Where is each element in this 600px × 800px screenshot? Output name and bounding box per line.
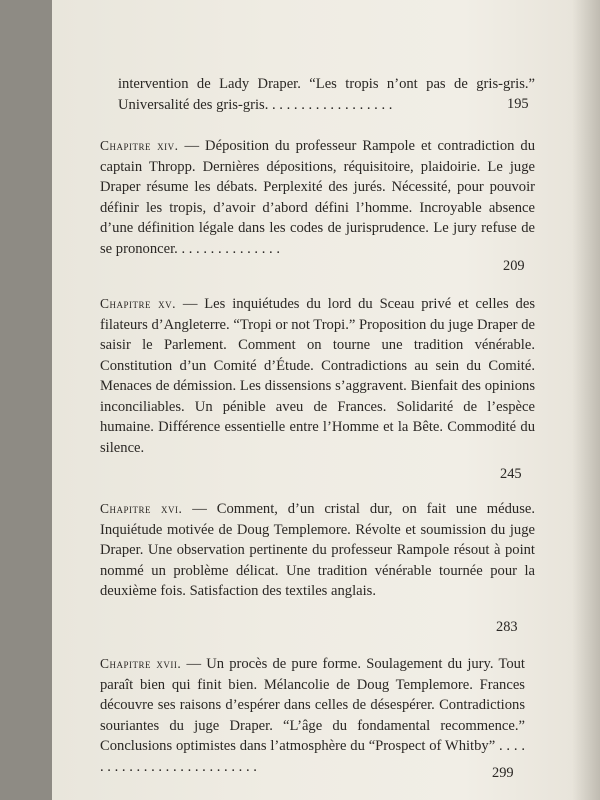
entry-text: — Un procès de pure forme. Soulagement du jury. Tout paraît bien qui finit bien. Mélancolie de Doug Templemore. Frances découvre ses raisons d’espérer dans celles de désespérer. Contradictions souriantes du juge Draper. “L’âge du fondamental recommence.” Conclusions optimistes dans l’atmosphère du “Prospect of Whitby” . . . . . . . . . . . . . . . . . . . . . . . . . . [100, 656, 525, 775]
book-page [52, 0, 600, 800]
page-number: 195 [507, 96, 529, 112]
page-number: 245 [500, 466, 522, 482]
page-number: 283 [496, 619, 518, 635]
page-fold-shadow [572, 0, 600, 800]
entry-text: — Les inquiétudes du lord du Sceau privé et celles des filateurs d’Angleterre. “Tropi or not Tropi.” Proposition du juge Draper de saisir le Parlement. Comment on tourne une tradition vénérable. Constitution d’un Comité d’Étude. Contradictions au sein du Comité. Menaces de démission. Les dissensions s’aggravent. Bienfait des opinions inconciliables. Un pénible aveu de Frances. Solidarité de l’espèce humaine. Différence essentielle entre l’Homme et la Bête. Commodité du silence. [100, 296, 535, 456]
toc-entry-chapter-17 [100, 654, 525, 777]
toc-entry-chapter-15 [100, 294, 535, 458]
entry-text: intervention de Lady Draper. “Les tropis n’ont pas de gris-gris.” Universalité des gris-gris. . . . . . . . . . . . . . . . . . [118, 76, 535, 113]
toc-entry-continued [100, 74, 535, 115]
chapter-heading: Chapitre xv. [100, 296, 176, 311]
toc-entry-chapter-14 [100, 136, 535, 259]
chapter-heading: Chapitre xvii. [100, 656, 182, 671]
chapter-heading: Chapitre xiv. [100, 138, 179, 153]
entry-text: — Déposition du professeur Rampole et contradiction du captain Thropp. Dernières dépositions, réquisitoire, plaidoirie. Le juge Draper résume les débats. Perplexité des jurés. Nécessité, pour pouvoir définir les tropis, d’avoir d’abord défini l’homme. Incroyable absence d’une définition légale dans les codes de jurisprudence. Le jury refuse de se prononcer. . . . . . . . . . . . . . . [100, 138, 535, 257]
entry-text: — Comment, d’un cristal dur, on fait une méduse. Inquiétude motivée de Doug Templemore. Révolte et soumission du juge Draper. Une observation pertinente du professeur Rampole résout à point nommé un problème délicat. Une tradition vénérable tournée pour la deuxième fois. Satisfaction des textiles anglais. [100, 501, 536, 599]
toc-entry-chapter-16 [100, 499, 535, 602]
page-number: 299 [492, 765, 514, 781]
page-number: 209 [503, 258, 525, 274]
chapter-heading: Chapitre xvi. [100, 501, 183, 516]
